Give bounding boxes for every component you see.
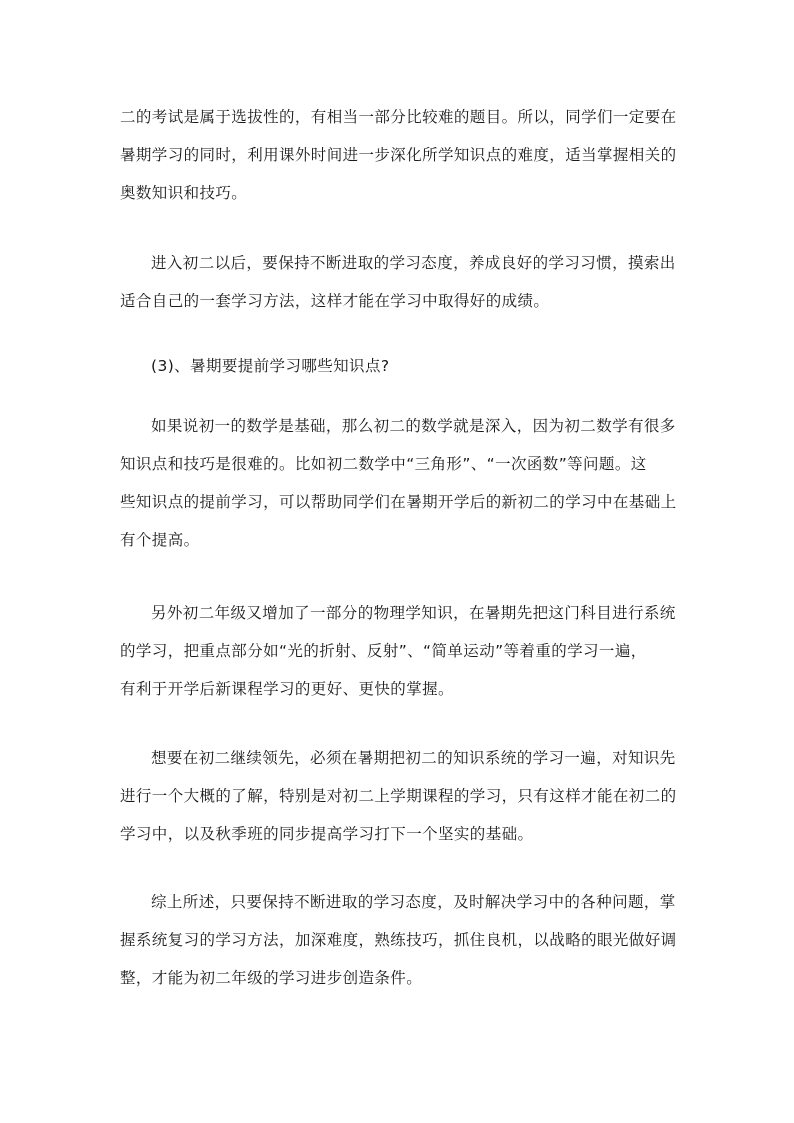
text-line: 进入初二以后，要保持不断进取的学习态度，养成良好的学习习惯，摸索出 (151, 254, 676, 272)
text-line: 的学习，把重点部分如“光的折射、反射”、“简单运动”等着重的学习一遍， (120, 642, 647, 660)
paragraph-conclusion (120, 883, 680, 997)
paragraph-stay-ahead (120, 739, 680, 853)
paragraph-study-attitude (120, 244, 680, 320)
text-line: 适合自己的一套学习方法，这样才能在学习中取得好的成绩。 (120, 292, 550, 310)
text-line: 有个提高。 (120, 531, 200, 549)
paragraph-math-topics (120, 407, 680, 559)
text-line: 学习中，以及秋季班的同步提高学习打下一个坚实的基础。 (120, 825, 534, 843)
text-line: 有利于开学后新课程学习的更好、更快的掌握。 (120, 680, 454, 698)
text-line: 另外初二年级又增加了一部分的物理学知识，在暑期先把这门科目进行系统 (151, 604, 676, 622)
section-heading (120, 347, 680, 385)
text-line: 些知识点的提前学习，可以帮助同学们在暑期开学后的新初二的学习中在基础上 (120, 493, 677, 511)
text-line: 暑期学习的同时，利用课外时间进一步深化所学知识点的难度，适当掌握相关的 (120, 146, 677, 164)
paragraph-exam-selective (120, 98, 680, 212)
text-line: (3)、暑期要提前学习哪些知识点? (151, 357, 390, 375)
text-line: 综上所述，只要保持不断进取的学习态度，及时解决学习中的各种问题，掌 (151, 893, 676, 911)
text-line: 如果说初一的数学是基础，那么初二的数学就是深入，因为初二数学有很多 (151, 417, 676, 435)
text-line: 整，才能为初二年级的学习进步创造条件。 (120, 969, 423, 987)
text-line: 想要在初二继续领先，必须在暑期把初二的知识系统的学习一遍，对知识先 (151, 749, 676, 767)
text-line: 进行一个大概的了解，特别是对初二上学期课程的学习，只有这样才能在初二的 (120, 787, 677, 805)
paragraph-physics (120, 594, 680, 708)
text-line: 奥数知识和技巧。 (120, 184, 248, 202)
text-line: 二的考试是属于选拔性的，有相当一部分比较难的题目。所以，同学们一定要在 (120, 108, 677, 126)
text-line: 握系统复习的学习方法，加深难度，熟练技巧，抓住良机，以战略的眼光做好调 (120, 931, 677, 949)
text-line: 知识点和技巧是很难的。比如初二数学中“三角形”、“一次函数”等问题。这 (120, 455, 647, 473)
